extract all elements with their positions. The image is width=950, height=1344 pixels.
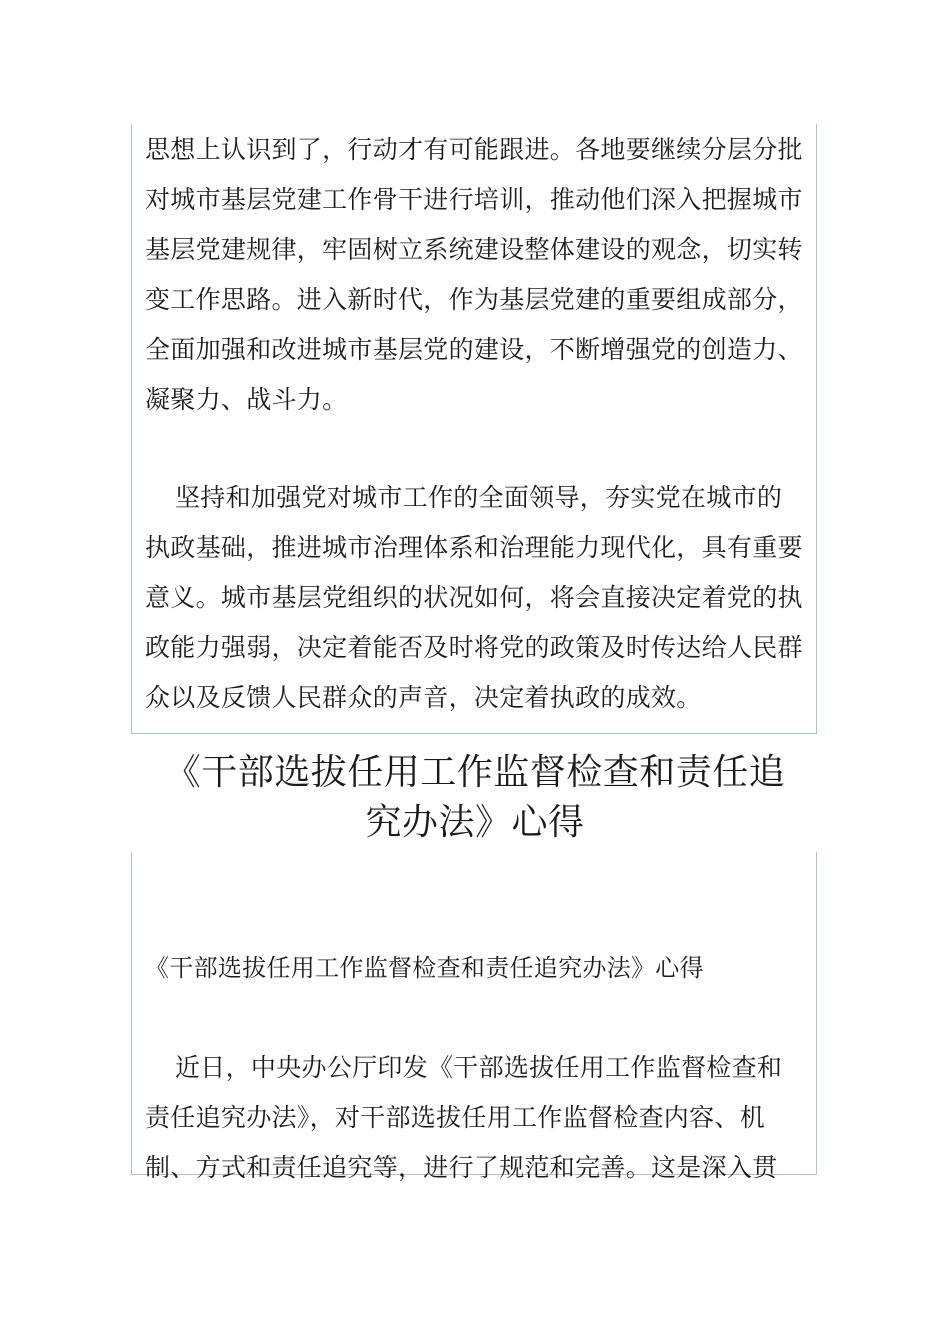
text-box-bottom	[131, 852, 817, 1182]
article-subtitle: 《干部选拔任用工作监督检查和责任追究办法》心得	[145, 954, 704, 982]
article-heading: 《干部选拔任用工作监督检查和责任追究办法》心得	[164, 752, 786, 843]
paragraph-2: 坚持和加强党对城市工作的全面领导，夯实党在城市的执政基础，推进城市治理体系和治理能力现代化，具有重要意义。城市基层党组织的状况如何，将会直接决定着党的执政能力强弱，决定着能否及时将党的政策及时传达给人民群众以及反馈人民群众的声音，决定着执政的成效。	[145, 483, 803, 712]
paragraph-3: 近日，中央办公厅印发《干部选拔任用工作监督检查和责任追究办法》，对干部选拔任用工作监督检查内容、机制、方式和责任追究等，进行了规范和完善。这是深入贯	[145, 1053, 783, 1182]
paragraph-1: 思想上认识到了，行动才有可能跟进。各地要继续分层分批对城市基层党建工作骨干进行培训，推动他们深入把握城市基层党建规律，牢固树立系统建设整体建设的观念，切实转变工作思路。进入新时代，作为基层党建的重要组成部分，全面加强和改进城市基层党的建设，不断增强党的创造力、凝聚力、战斗力。	[145, 135, 803, 414]
text-box-top	[131, 124, 817, 734]
